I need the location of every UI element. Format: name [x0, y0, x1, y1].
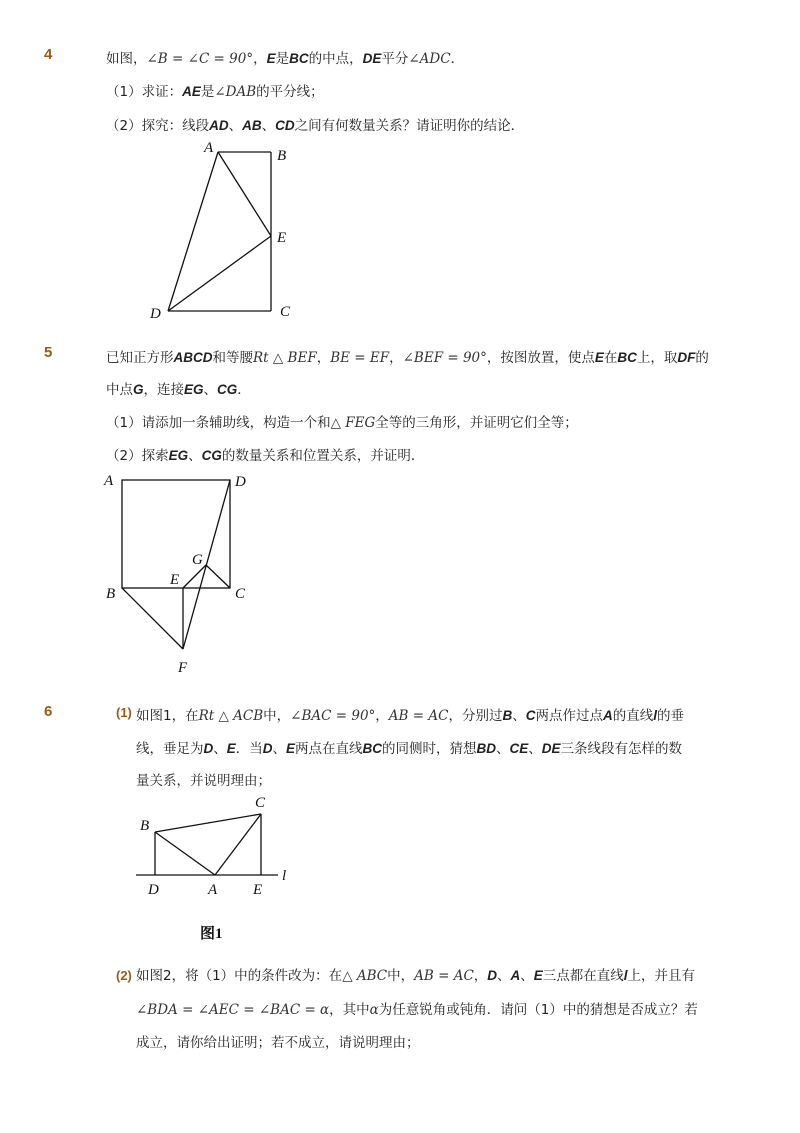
var: BD [476, 741, 497, 756]
label-l: l [282, 868, 287, 884]
text: 之间有何数量关系？请证明你的结论． [294, 118, 525, 134]
text: 三条线段有怎样的数 [560, 741, 683, 757]
text: 三点都在直线 [542, 968, 624, 984]
q6-figure1 [128, 790, 298, 900]
text: 线，垂足为 [136, 741, 204, 757]
var: D [203, 741, 214, 756]
var: D [487, 968, 498, 983]
math: AB = AC [414, 968, 474, 984]
text: 在 [603, 350, 618, 366]
text: ，连接 [143, 382, 185, 398]
text: 的 [695, 350, 709, 366]
q6-sub2-line1 [136, 967, 695, 985]
text: 、 [528, 741, 542, 757]
q4-part2 [106, 117, 524, 135]
var: EG [184, 382, 204, 397]
var: DE [541, 741, 561, 756]
var: E [533, 968, 543, 983]
text: ， [473, 968, 488, 984]
text: 全等的三角形，并证明它们全等； [375, 415, 578, 431]
segment-DE [168, 236, 271, 311]
text: 是 [275, 51, 290, 67]
text: 平分 [381, 51, 409, 67]
text: 中点 [106, 382, 133, 398]
var: CD [275, 118, 295, 133]
segment-FD [183, 480, 230, 649]
text: 量关系，并说明理由； [136, 773, 271, 789]
var: E [594, 350, 604, 365]
text: 、 [520, 968, 534, 984]
text: 成立，请你给出证明；若不成立，请说明理由； [136, 1035, 420, 1051]
q6-sub1-line2 [136, 740, 682, 758]
text: 的直线 [612, 708, 654, 724]
text: 中， [263, 708, 291, 724]
label-F: F [178, 660, 188, 676]
text: 的中点， [308, 51, 363, 67]
text: ， [316, 350, 331, 366]
math: ∠B = ∠C = 90° [146, 51, 254, 67]
text: 和等腰 [212, 350, 253, 366]
text: （1）请添加一条辅助线，构造一个和 [106, 415, 331, 431]
text: 、 [261, 118, 276, 134]
text: 、 [203, 382, 218, 398]
math: BE = EF [330, 350, 390, 366]
math: ∠DAB [214, 84, 257, 100]
q5-line2 [106, 381, 251, 399]
text: 、 [497, 968, 511, 984]
var: BC [362, 741, 383, 756]
q4-figure [140, 138, 310, 323]
q6-sub2-line2 [136, 1001, 698, 1019]
label-E: E [253, 882, 263, 898]
var: CG [201, 448, 222, 463]
text: 、 [213, 741, 227, 757]
segment-AE [218, 152, 271, 236]
text: 两点作过点 [535, 708, 603, 724]
text: 上，取 [636, 350, 678, 366]
label-C: C [255, 795, 266, 811]
segment-AD [168, 152, 218, 311]
text: 上，并且有 [627, 968, 696, 984]
text: ．当 [235, 741, 263, 757]
math: Rt △ ACB [198, 708, 264, 724]
label-G: G [192, 552, 203, 568]
var: AD [209, 118, 229, 133]
var: B [502, 708, 513, 723]
text: ，其中 [329, 1002, 370, 1018]
label-B: B [106, 586, 116, 602]
var: G [133, 382, 144, 397]
text: （1）求证： [106, 84, 183, 100]
segment-BC [155, 814, 261, 832]
var: DE [362, 51, 382, 66]
subquestion-number-1: (1) [116, 705, 132, 720]
label-E: E [277, 230, 287, 246]
text: ，按图放置，使点 [486, 350, 595, 366]
text: ， [389, 350, 403, 366]
segment-GC [206, 565, 230, 588]
math: AB = AC [388, 708, 449, 724]
text: 、 [512, 708, 526, 724]
text: 、 [228, 118, 243, 134]
var: A [510, 968, 521, 983]
text: 如图1，在 [136, 708, 199, 724]
label-A: A [204, 140, 214, 156]
var: l [653, 708, 657, 723]
label-B: B [277, 148, 287, 164]
var: ABCD [173, 350, 213, 365]
var: BC [617, 350, 637, 365]
var: CG [217, 382, 238, 397]
math: ∠ADC [408, 51, 451, 67]
var: A [602, 708, 613, 723]
question-number-6: 6 [44, 703, 53, 720]
var: l [623, 968, 628, 983]
var: AE [182, 84, 201, 99]
var: EG [168, 448, 189, 463]
text: （2）探究：线段 [106, 118, 210, 134]
text: 中， [387, 968, 415, 984]
text: 的同侧时，猜想 [382, 741, 477, 757]
var: E [226, 741, 236, 756]
text: ，分别过 [448, 708, 503, 724]
text: ， [375, 708, 389, 724]
segment-BA [155, 832, 215, 875]
var: DF [677, 350, 696, 365]
var: C [525, 708, 536, 723]
text: 如图2，将（1）中的条件改为：在 [136, 968, 343, 984]
var: BC [289, 51, 309, 66]
question-number-4: 4 [44, 46, 53, 63]
text: 两点在直线 [295, 741, 363, 757]
text: 是 [200, 84, 215, 100]
text: ， [253, 51, 267, 67]
q6-sub1-line3 [136, 772, 271, 790]
q6-sub1-line1 [136, 707, 684, 725]
math: ∠BEF = 90° [402, 350, 487, 366]
text: 如图， [106, 51, 147, 67]
text: ． [450, 51, 465, 67]
q5-part2 [106, 447, 424, 465]
q5-line1 [106, 349, 709, 367]
segment-BF [122, 588, 183, 649]
var: D [262, 741, 273, 756]
q5-part1 [106, 414, 578, 432]
text: 的数量关系和位置关系，并证明． [221, 448, 425, 464]
text: 为任意锐角或钝角．请问（1）中的猜想是否成立？若 [378, 1002, 698, 1018]
question-number-5: 5 [44, 344, 53, 361]
text: 的平分线； [256, 84, 324, 100]
math: α [369, 1002, 379, 1018]
label-D: D [150, 306, 161, 322]
label-C: C [280, 304, 291, 320]
label-D: D [148, 882, 159, 898]
q4-stem [106, 50, 464, 68]
q6-sub2-line3 [136, 1034, 420, 1052]
label-A: A [208, 882, 218, 898]
label-A: A [104, 473, 114, 489]
math: ∠BDA = ∠AEC = ∠BAC = α [136, 1002, 330, 1018]
label-B: B [140, 818, 150, 834]
text: 、 [272, 741, 287, 757]
var: E [286, 741, 296, 756]
text: （2）探索 [106, 448, 169, 464]
var: E [266, 51, 276, 66]
label-E: E [170, 572, 180, 588]
var: AB [242, 118, 262, 133]
math: ∠BAC = 90° [290, 708, 376, 724]
text: 已知正方形 [106, 350, 174, 366]
q4-part1 [106, 83, 324, 101]
q5-figure [98, 470, 268, 680]
math: △ ABC [342, 968, 388, 984]
label-C: C [235, 586, 246, 602]
text: 、 [188, 448, 202, 464]
segment-AC [215, 814, 261, 875]
figure1-caption: 图1 [200, 926, 223, 942]
text: ． [237, 382, 251, 398]
var: CE [509, 741, 529, 756]
math: △ FEG [330, 415, 376, 431]
math: Rt △ BEF [253, 350, 317, 366]
text: 的垂 [656, 708, 684, 724]
text: 、 [496, 741, 510, 757]
subquestion-number-2: (2) [116, 968, 132, 983]
label-D: D [235, 474, 246, 490]
